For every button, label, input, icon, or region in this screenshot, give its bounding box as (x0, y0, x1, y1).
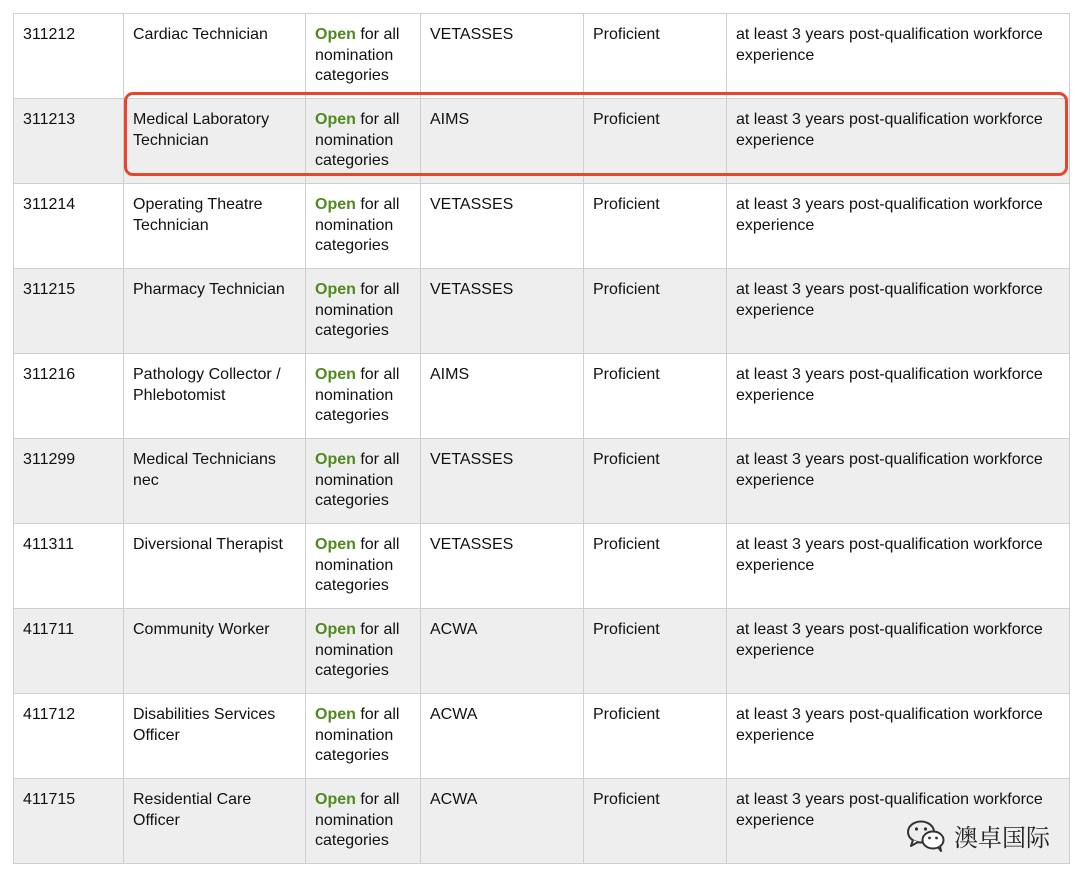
table-row (14, 524, 1070, 609)
cell-status (306, 524, 421, 609)
cell-english: Proficient (584, 354, 727, 439)
cell-status (306, 269, 421, 354)
cell-english: Proficient (584, 269, 727, 354)
cell-occupation: Medical Laboratory Technician (124, 99, 306, 184)
cell-code: 411712 (14, 694, 124, 779)
status-detail: for all nomination categories (315, 26, 400, 84)
cell-assessing-authority: VETASSES (421, 269, 584, 354)
status-open: Open (315, 706, 356, 723)
cell-code: 311216 (14, 354, 124, 439)
table-row (14, 354, 1070, 439)
cell-code: 411715 (14, 779, 124, 864)
cell-experience: at least 3 years post-qualification workforce experience (727, 354, 1070, 439)
cell-experience: at least 3 years post-qualification workforce experience (727, 524, 1070, 609)
cell-experience: at least 3 years post-qualification workforce experience (727, 779, 1070, 864)
status-detail: for all nomination categories (315, 706, 400, 764)
cell-status (306, 99, 421, 184)
cell-assessing-authority: VETASSES (421, 439, 584, 524)
cell-status (306, 609, 421, 694)
cell-code: 411711 (14, 609, 124, 694)
table-row (14, 99, 1070, 184)
cell-occupation: Diversional Therapist (124, 524, 306, 609)
cell-experience: at least 3 years post-qualification workforce experience (727, 14, 1070, 99)
cell-experience: at least 3 years post-qualification workforce experience (727, 269, 1070, 354)
cell-code: 311212 (14, 14, 124, 99)
cell-occupation: Residential Care Officer (124, 779, 306, 864)
status-detail: for all nomination categories (315, 111, 400, 169)
status-detail: for all nomination categories (315, 196, 400, 254)
status-detail: for all nomination categories (315, 791, 400, 849)
table-row (14, 694, 1070, 779)
cell-assessing-authority: VETASSES (421, 524, 584, 609)
cell-assessing-authority: ACWA (421, 609, 584, 694)
table-row (14, 609, 1070, 694)
cell-code: 311213 (14, 99, 124, 184)
status-open: Open (315, 26, 356, 43)
cell-status (306, 184, 421, 269)
table-row (14, 439, 1070, 524)
table-row (14, 269, 1070, 354)
cell-assessing-authority: VETASSES (421, 14, 584, 99)
status-detail: for all nomination categories (315, 366, 400, 424)
cell-experience: at least 3 years post-qualification workforce experience (727, 99, 1070, 184)
cell-assessing-authority: AIMS (421, 354, 584, 439)
table-row (14, 184, 1070, 269)
cell-occupation: Community Worker (124, 609, 306, 694)
cell-code: 311215 (14, 269, 124, 354)
cell-status (306, 14, 421, 99)
cell-code: 311214 (14, 184, 124, 269)
table-row (14, 14, 1070, 99)
cell-english: Proficient (584, 14, 727, 99)
cell-experience: at least 3 years post-qualification workforce experience (727, 439, 1070, 524)
status-open: Open (315, 536, 356, 553)
status-open: Open (315, 621, 356, 638)
cell-experience: at least 3 years post-qualification workforce experience (727, 184, 1070, 269)
cell-occupation: Cardiac Technician (124, 14, 306, 99)
cell-english: Proficient (584, 439, 727, 524)
cell-english: Proficient (584, 779, 727, 864)
cell-status (306, 694, 421, 779)
status-detail: for all nomination categories (315, 451, 400, 509)
watermark-text: 澳卓国际 (954, 825, 1050, 852)
cell-experience: at least 3 years post-qualification workforce experience (727, 694, 1070, 779)
cell-occupation: Pharmacy Technician (124, 269, 306, 354)
status-detail: for all nomination categories (315, 281, 400, 339)
occupation-table (13, 13, 1070, 864)
cell-assessing-authority: VETASSES (421, 184, 584, 269)
status-open: Open (315, 111, 356, 128)
cell-status (306, 779, 421, 864)
status-detail: for all nomination categories (315, 536, 400, 594)
cell-occupation: Pathology Collector / Phlebotomist (124, 354, 306, 439)
cell-status (306, 354, 421, 439)
cell-assessing-authority: ACWA (421, 694, 584, 779)
cell-english: Proficient (584, 524, 727, 609)
cell-experience: at least 3 years post-qualification workforce experience (727, 609, 1070, 694)
cell-english: Proficient (584, 99, 727, 184)
cell-code: 411311 (14, 524, 124, 609)
cell-occupation: Operating Theatre Technician (124, 184, 306, 269)
cell-assessing-authority: AIMS (421, 99, 584, 184)
wechat-icon (906, 819, 946, 853)
status-open: Open (315, 451, 356, 468)
cell-occupation: Disabilities Services Officer (124, 694, 306, 779)
status-open: Open (315, 366, 356, 383)
cell-code: 311299 (14, 439, 124, 524)
cell-status (306, 439, 421, 524)
cell-occupation: Medical Technicians nec (124, 439, 306, 524)
cell-english: Proficient (584, 694, 727, 779)
status-open: Open (315, 281, 356, 298)
table-body (14, 14, 1070, 864)
status-detail: for all nomination categories (315, 621, 400, 679)
cell-english: Proficient (584, 184, 727, 269)
status-open: Open (315, 196, 356, 213)
cell-english: Proficient (584, 609, 727, 694)
status-open: Open (315, 791, 356, 808)
cell-assessing-authority: ACWA (421, 779, 584, 864)
watermark (906, 818, 1050, 853)
